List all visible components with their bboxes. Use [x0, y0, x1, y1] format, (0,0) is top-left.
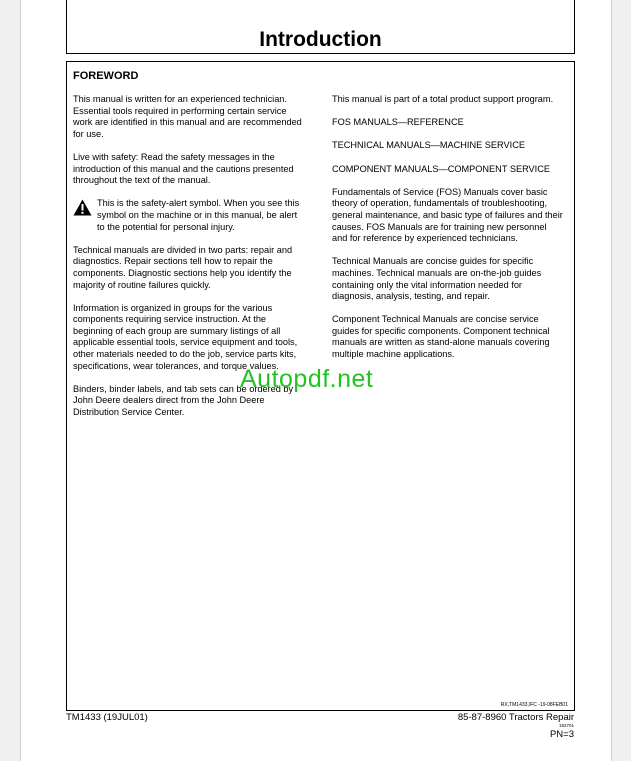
title-box: [66, 0, 575, 54]
manual-category: TECHNICAL MANUALS—MACHINE SERVICE: [332, 140, 525, 151]
paragraph: This manual is part of a total product support program.: [332, 94, 554, 104]
paragraph: Technical Manuals are concise guides for specific machines. Technical manuals are on-the-job guides containing only the vital information needed for diagnosis, analysis, testing, and repair.: [332, 256, 542, 302]
paragraph: Technical manuals are divided in two parts: repair and diagnostics. Repair sections tell how to repair the components. Diagnostic sections help you identify the majority of routine failures quickly.: [73, 244, 293, 290]
alert-text: This is the safety-alert symbol. When you see this symbol on the machine or in this manual, be alert to the potential for personal injury.: [97, 198, 300, 232]
watermark: Autopdf.net: [240, 365, 374, 393]
safety-alert-block: [73, 198, 305, 233]
right-column: [332, 94, 564, 372]
paragraph: Component Technical Manuals are concise service guides for specific components. Component technical manuals are written as stand-alone manuals covering multiple machine applications.: [332, 314, 550, 360]
safety-alert-triangle-icon: [73, 199, 92, 216]
paragraph: Information is organized in groups for the various components requiring service instruction. At the beginning of each group are summary listings of all applicable essential tools, service equipment and tools, other materials needed to do the job, service parts kits, specifications, wear tolerances, and torque values.: [73, 302, 298, 371]
footer-right: [458, 712, 574, 740]
footer-code: 192701: [558, 723, 574, 728]
page-number: PN=3: [549, 729, 574, 740]
paragraph: This manual is written for an experienced technician. Essential tools required in performing certain service work are identified in this manual and are recommended for use.: [73, 94, 302, 139]
section-heading: FOREWORD: [73, 70, 139, 82]
paragraph: Fundamentals of Service (FOS) Manuals cover basic theory of operation, fundamentals of troubleshooting, general maintenance, and basic type of failures and their causes. FOS Manuals are for training new personnel and for reference by experienced technicians.: [332, 186, 563, 244]
page-title: Introduction: [259, 28, 382, 51]
paragraph: Binders, binder labels, and tab sets can be ordered by John Deere dealers direct from the John Deere Distribution Service Center.: [73, 383, 294, 418]
document-reference: RX,TM1433,IFC -19-08FEB01: [500, 702, 568, 708]
footer-title: 85-87-8960 Tractors Repair: [457, 712, 574, 723]
paragraph: Live with safety: Read the safety messages in the introduction of this manual and the cautions presented throughout the text of the manual.: [73, 151, 294, 186]
manual-category: COMPONENT MANUALS—COMPONENT SERVICE: [332, 163, 550, 174]
manual-category: FOS MANUALS—REFERENCE: [332, 117, 464, 128]
footer-manual-id: TM1433 (19JUL01): [66, 712, 148, 723]
